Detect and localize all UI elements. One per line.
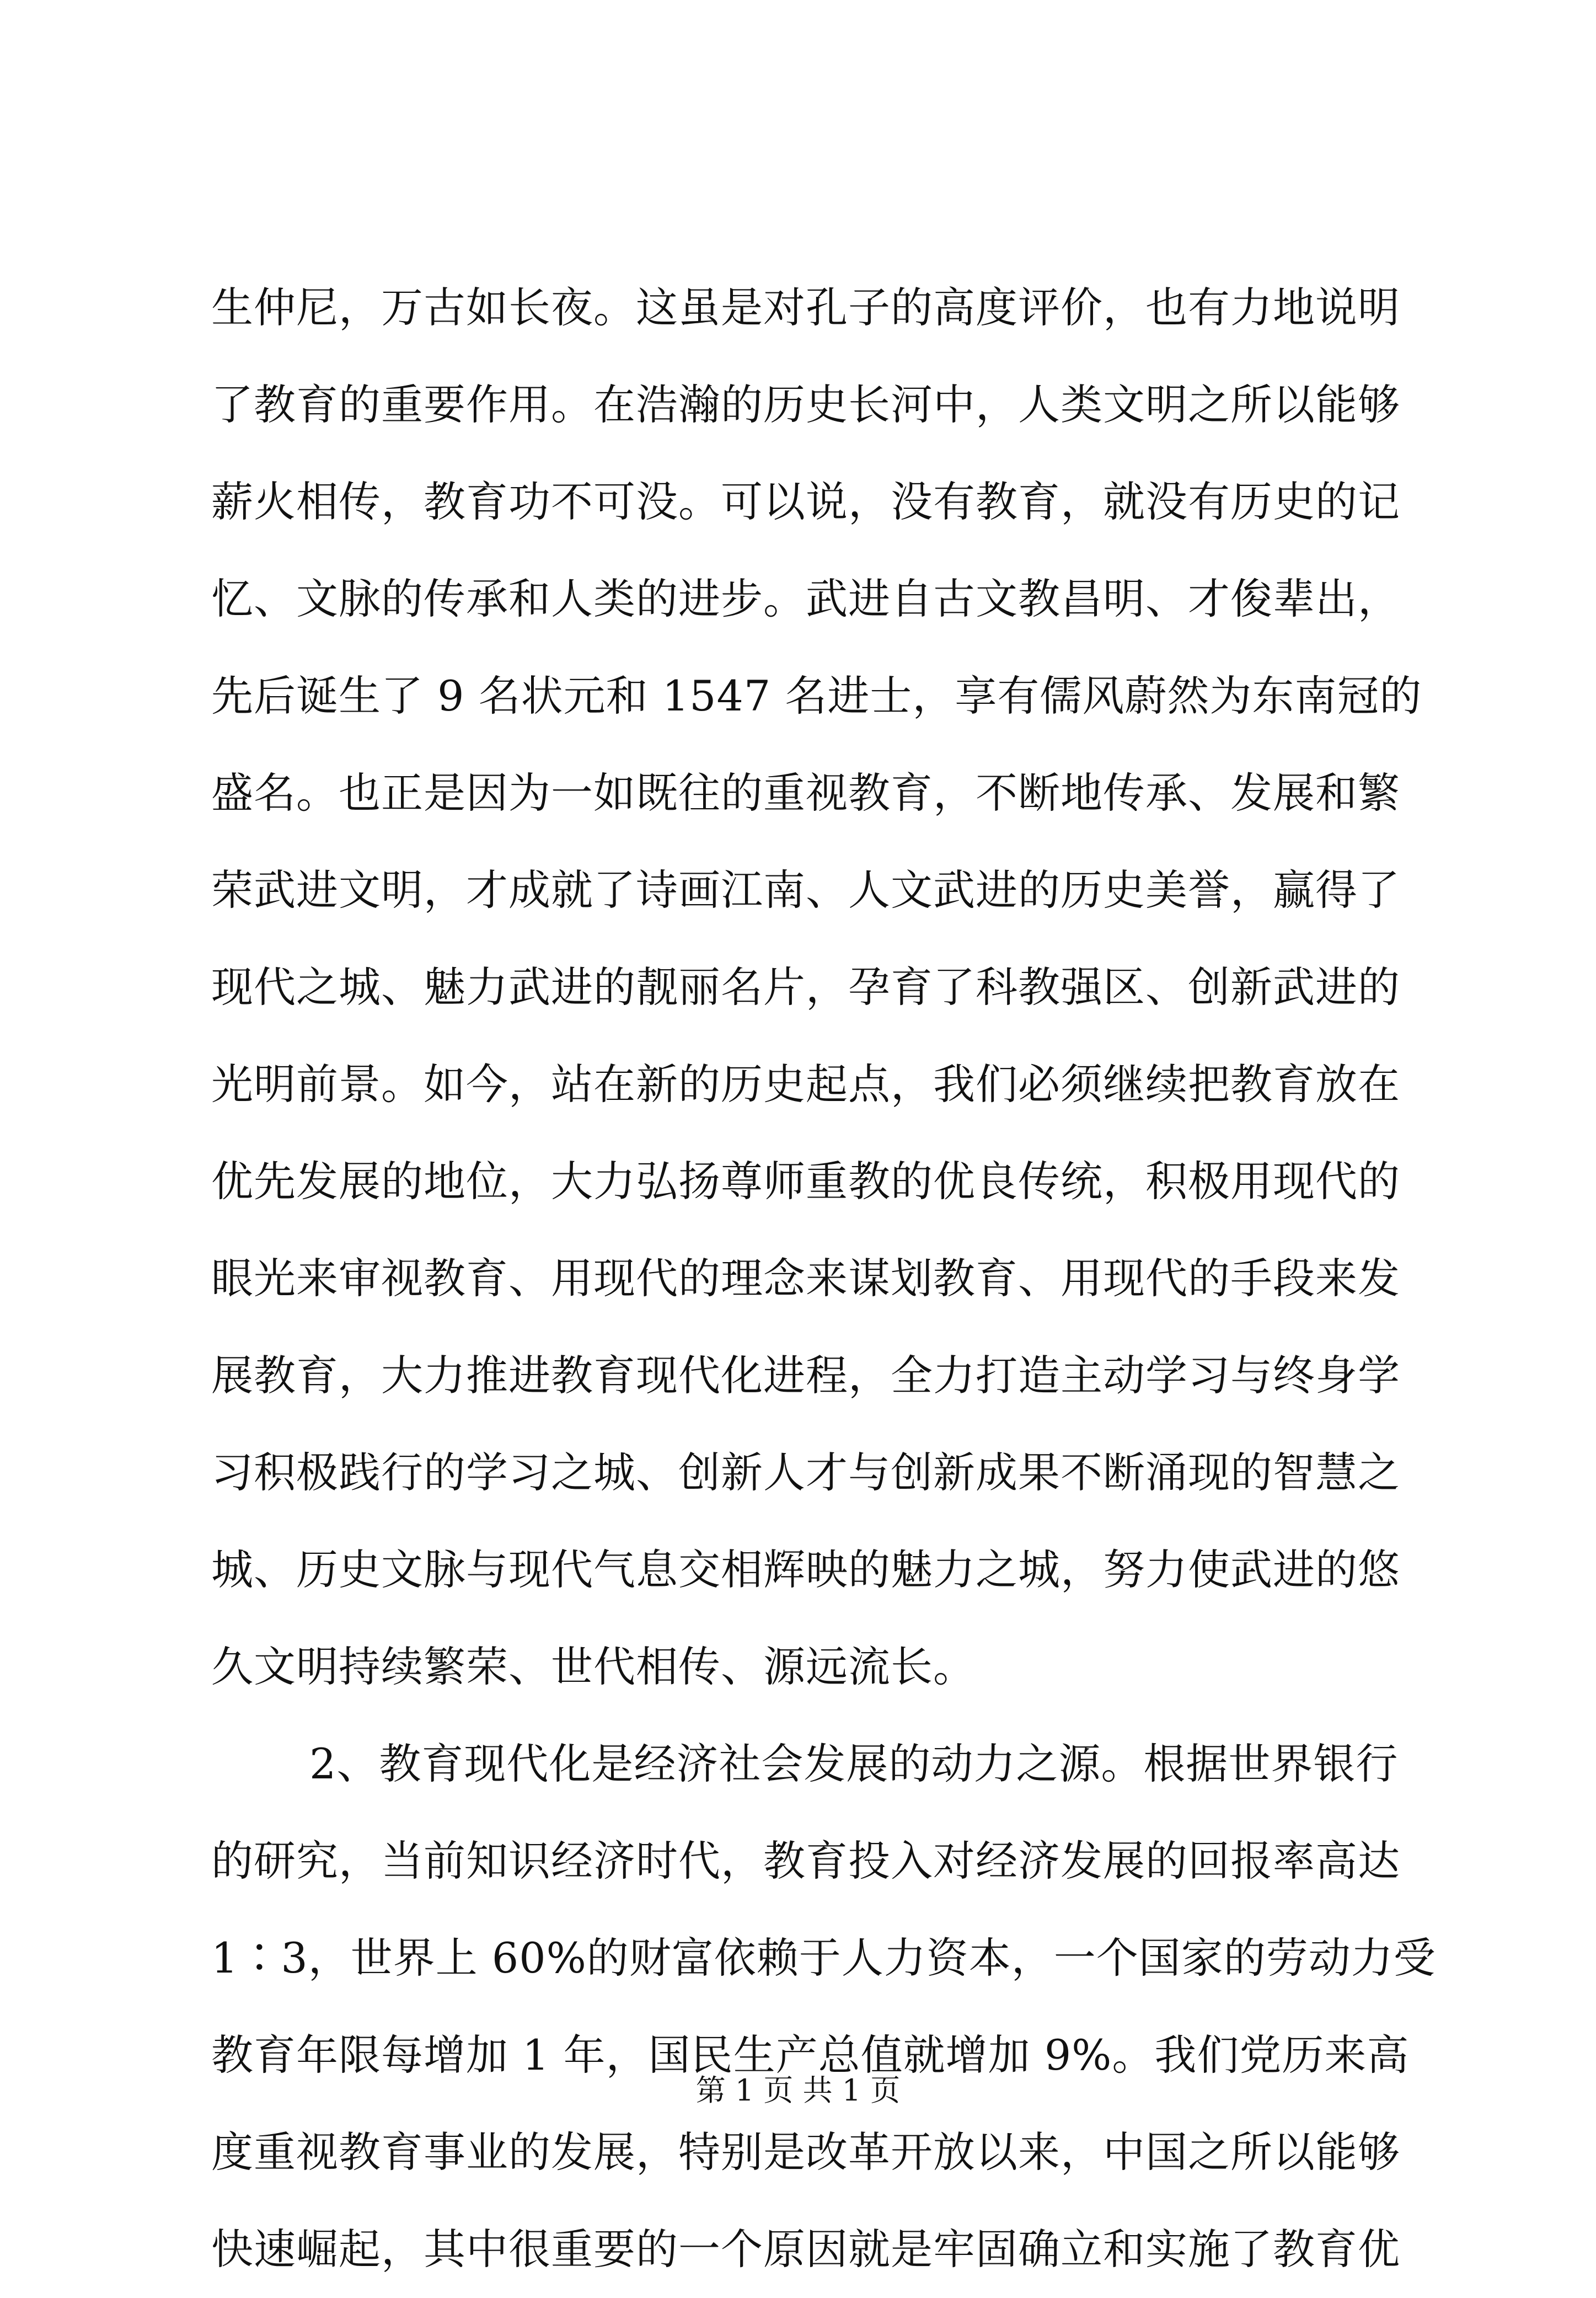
text-line: 生仲尼，万古如长夜。这虽是对孔子的高度评价，也有力地说明 xyxy=(211,283,1400,332)
text-line: 先后诞生了 9 名状元和 1547 名进士，享有儒风蔚然为东南冠的 xyxy=(211,671,1422,720)
text-line: 习积极践行的学习之城、创新人才与创新成果不断涌现的智慧之 xyxy=(211,1448,1400,1497)
text-line: 荣武进文明，才成就了诗画江南、人文武进的历史美誉，赢得了 xyxy=(211,865,1400,915)
page-footer: 第 1 页 共 1 页 xyxy=(695,2073,901,2108)
text-line: 眼光来审视教育、用现代的理念来谋划教育、用现代的手段来发 xyxy=(211,1254,1400,1303)
text-line: 光明前景。如今，站在新的历史起点，我们必须继续把教育放在 xyxy=(211,1060,1400,1109)
text-line: 快速崛起，其中很重要的一个原因就是牢固确立和实施了教育优 xyxy=(211,2225,1400,2274)
text-line: 现代之城、魅力武进的靓丽名片，孕育了科教强区、创新武进的 xyxy=(211,963,1400,1012)
paragraph-first-line: 2、教育现代化是经济社会发展的动力之源。根据世界银行 xyxy=(309,1739,1399,1788)
text-line: 薪火相传，教育功不可没。可以说，没有教育，就没有历史的记 xyxy=(211,477,1400,526)
text-line: 忆、文脉的传承和人类的进步。武进自古文教昌明、才俊辈出， xyxy=(211,574,1400,623)
text-line: 城、历史文脉与现代气息交相辉映的魅力之城，努力使武进的悠 xyxy=(211,1545,1400,1594)
text-line: 的研究，当前知识经济时代，教育投入对经济发展的回报率高达 xyxy=(211,1836,1400,1885)
body-text xyxy=(211,259,1436,2298)
text-line: 优先发展的地位，大力弘扬尊师重教的优良传统，积极用现代的 xyxy=(211,1157,1400,1206)
text-line: 1∶3，世界上 60%的财富依赖于人力资本，一个国家的劳动力受 xyxy=(211,1933,1436,1982)
text-line: 教育年限每增加 1 年，国民生产总值就增加 9%。我们党历来高 xyxy=(211,2030,1410,2080)
text-line: 了教育的重要作用。在浩瀚的历史长河中，人类文明之所以能够 xyxy=(211,380,1400,429)
text-line: 久文明持续繁荣、世代相传、源远流长。 xyxy=(211,1642,976,1691)
text-line: 展教育，大力推进教育现代化进程，全力打造主动学习与终身学 xyxy=(211,1351,1400,1400)
text-line: 度重视教育事业的发展，特别是改革开放以来，中国之所以能够 xyxy=(211,2128,1400,2177)
text-line: 盛名。也正是因为一如既往的重视教育，不断地传承、发展和繁 xyxy=(211,768,1400,817)
